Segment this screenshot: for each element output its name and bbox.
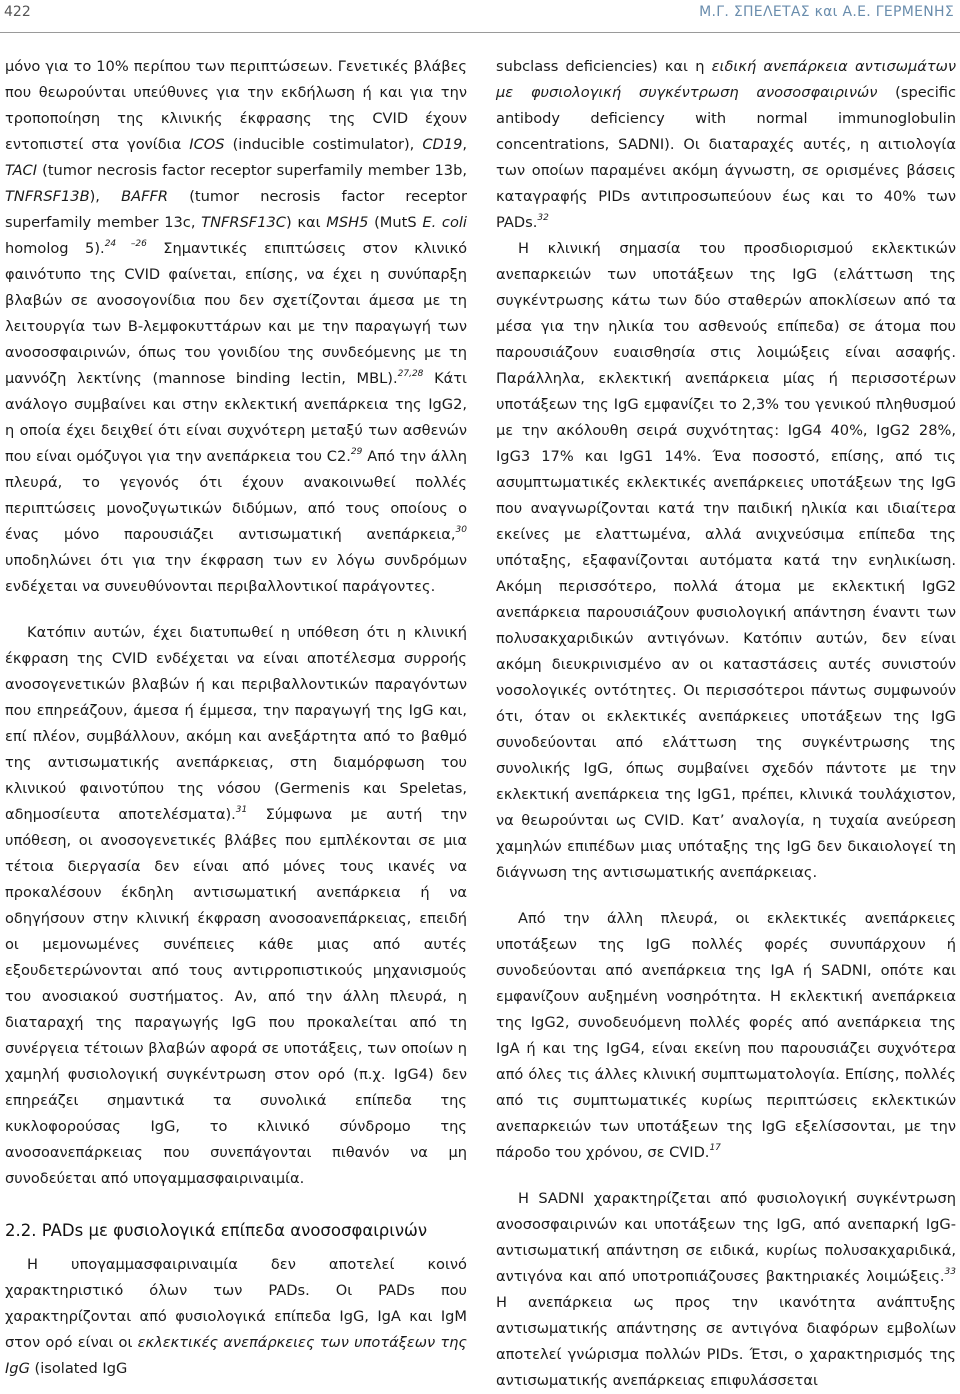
- left-paragraph-3: [5, 1252, 467, 1382]
- section-heading: 2.2. PADs με φυσιολογικά επίπεδα ανοσοσφαιρινών: [5, 1221, 428, 1240]
- page-header: [0, 0, 960, 33]
- text-run: υποδηλώνει ότι για την έκφραση των εν λόγω συνδρόμων ενδέχεται να συνευθύνονται περιβαλλοντικοί παράγοντες.: [5, 552, 467, 595]
- gene-name: TNFRSF13B: [5, 188, 90, 205]
- text-run: Από την άλλη πλευρά, το γεγονός ότι έχουν ανακοινωθεί πολλές περιπτώσεις μονοζυγωτικών διδύμων, από τους οποίους ο ένας μόνο παρουσιάζει αντισωματική ανεπάρκεια,: [5, 448, 467, 543]
- right-paragraph-3: [496, 906, 956, 1166]
- citation-ref: 27,28: [397, 369, 424, 379]
- right-paragraph-2: [496, 236, 956, 886]
- text-run: ) και: [285, 214, 327, 231]
- italic-term: εκλεκτικές ανεπάρκειες των υποτάξεων της IgG: [5, 1334, 467, 1377]
- text-run: homolog 5).: [5, 240, 105, 257]
- right-column: [496, 54, 956, 1394]
- right-paragraph-4: [496, 1186, 956, 1394]
- citation-ref: 31: [235, 805, 248, 815]
- citation-ref: 32: [537, 213, 549, 223]
- gene-name: MSH5: [326, 214, 369, 231]
- text-run: (tumor necrosis factor receptor superfamily member 13c,: [5, 188, 467, 231]
- text-run: Η κλινική σημασία του προσδιορισμού εκλεκτικών ανεπαρκειών των υποτάξεων της IgG (ελάττωση της συγκέντρωσης κάτω των δύο σταθερών αποκλίσεων από τα μέσα για την ηλικία του ασθενούς επίπεδα) σε άτομα που παρουσιάζουν ευαισθησία στις λοιμώξεις είναι ασαφής. Παράλληλα, εκλεκτική ανεπάρκεια μίας ή περισσοτέρων υποτάξεων της IgG εμφανίζει το 2,3% του γενικού πληθυσμού με την ακόλουθη σειρά συχνότητας: IgG4 40%, IgG2 28%, IgG3 17% και IgG1 14%. Ένα ποσοστό, επίσης, από τις ασυμπτωματικές εκλεκτικές ανεπάρκειες υποτάξεων της IgG που αναγνωρίζονται κατά την παιδική ηλικία και ιδιαίτερα εκείνες με ελαττωμένα, αλλά ανιχνεύσιμα επίπεδα της υπόταξης, εξαφανίζονται αυτόματα κατά την ενηλικίωση. Ακόμη περισσότερο, πολλά άτομα με εκλεκτική IgG2 ανεπάρκεια παρουσιάζουν φυσιολογική απάντηση έναντι των πολυσακχαριδικών αντιγόνων. Κατόπιν αυτών, δεν είναι ακόμη διευκρινισμένο αν οι καταστάσεις αυτές συνιστούν νοσολογικές οντότητες. Οι περισσότεροι πάντως συμφωνούν ότι, όταν οι εκλεκτικές ανεπάρκειες υποτάξεων της IgG συνοδεύονται από ελάττωση της συγκέντρωσης της συνολικής IgG, όπως συμβαίνει σχεδόν πάντοτε με την εκλεκτική ανεπάρκεια της IgG1, πρέπει, κλινικά τουλάχιστον, να θεωρούνται ως CVID. Κατ’ αναλογία, η τυχαία ανεύρεση χαμηλών επιπέδων μιας υπόταξης της IgG δεν δικαιολογεί τη διάγνωση της αντισωματικής ανεπάρκειας.: [496, 240, 956, 881]
- text-run: Σημαντικές επιπτώσεις στον κλινικό φαινότυπο της CVID φαίνεται, επίσης, να έχει η συνύπαρξη βλαβών σε ανοσογονίδια που δεν σχετίζονται άμεσα με τη λειτουργία των Β-λεμφοκυττάρων και με την παραγωγή των ανοσοσφαιρινών, όπως του γονιδίου της συνδεόμενης με τη μαννόζη λεκτίνης (mannose binding lectin, MBL).: [5, 240, 468, 387]
- italic-term: ειδική ανεπάρκεια αντισωμάτων με φυσιολογική συγκέντρωση ανοσοσφαιρινών: [496, 58, 957, 101]
- text-run: (MutS: [368, 214, 423, 231]
- text-run: (specific antibody deficiency with normal immunoglobulin concentrations, SADNI). Οι διαταραχές αυτές, η αιτιολογία των οποίων παραμένει ακόμη άγνωστη, σε ορισμένες βάσεις καταγραφής PIDs αντιπροσωπεύουν έως και το 40% των PADs.: [496, 84, 956, 231]
- text-run: μόνο για το 10% περίπου των περιπτώσεων. Γενετικές βλάβες που θεωρούνται υπεύθυνες για την εκδήλωση ή και για την τροποποίηση της κλινικής έκφρασης της CVID έχουν εντοπιστεί στα γονίδια: [5, 58, 467, 153]
- right-paragraph-1: [496, 54, 956, 236]
- text-run: (tumor necrosis factor receptor superfamily member 13b,: [37, 162, 467, 179]
- text-run: Η SADNI χαρακτηρίζεται από φυσιολογική συγκέντρωση ανοσοσφαιρινών και υποτάξεων της IgG, από ανεπαρκή IgG-αντισωματική απάντηση σε ειδικά, κυρίως πολυσακχαριδικά, αντιγόνα και από υποτροπιάζουσες βακτηριακές λοιμώξεις.: [496, 1190, 956, 1285]
- gene-name: TNFRSF13C: [201, 214, 286, 231]
- gene-name: CD19: [422, 136, 463, 153]
- species-name: E. coli: [422, 214, 467, 231]
- text-run: (inducible costimulator),: [224, 136, 423, 153]
- text-run: subclass deficiencies) και η: [496, 58, 712, 75]
- text-run: ,: [462, 136, 467, 153]
- gene-name: ICOS: [189, 136, 225, 153]
- text-run: (isolated IgG: [29, 1360, 128, 1377]
- citation-ref: 29: [350, 447, 363, 457]
- citation-ref: 24 –26: [104, 239, 147, 249]
- running-head: Μ.Γ. ΣΠΕΛΕΤΑΣ και Α.Ε. ΓΕΡΜΕΝΗΣ: [699, 4, 954, 20]
- text-run: Η ανεπάρκεια ως προς την ικανότητα ανάπτυξης αντισωματικής απάντησης σε αντιγόνα διαφόρων εμβολίων αποτελεί γνώρισμα πολλών PIDs. Έτσι, ο χαρακτηρισμός της αντισωματικής ανεπάρκειας επιφυλάσσεται: [496, 1294, 956, 1389]
- text-run: Κατόπιν αυτών, έχει διατυπωθεί η υπόθεση ότι η κλινική έκφραση της CVID ενδέχεται να είναι αποτέλεσμα συρροής ανοσογενετικών βλαβών ή και περιβαλλοντικών παραγόντων που επηρεάζουν, άμεσα ή έμμεσα, την παραγωγή της IgG και, επί πλέον, συμβάλλουν, ακόμη και ανεξάρτητα από το βαθμό της αντισωματικής ανεπάρκειας, στη διαμόρφωση του κλινικού φαινοτύπου της νόσου (Germenis και Speletas, αδημοσίευτα αποτελέσματα).: [5, 624, 467, 823]
- citation-ref: 33: [944, 1267, 956, 1277]
- text-run: Η υπογαμμασφαιριναιμία δεν αποτελεί κοινό χαρακτηριστικό όλων των PADs. Οι PADs που χαρακτηρίζονται από φυσιολογικά επίπεδα IgG, IgA και IgM στον ορό είναι οι: [5, 1256, 467, 1351]
- text-run: ),: [89, 188, 122, 205]
- gene-name: BAFFR: [121, 188, 169, 205]
- left-column: [5, 54, 467, 1382]
- citation-ref: 30: [455, 525, 467, 535]
- citation-ref: 17: [709, 1143, 721, 1153]
- text-run: Κάτι ανάλογο συμβαίνει και στην εκλεκτική ανεπάρκεια της IgG2, η οποία έχει δειχθεί ότι είναι συχνότερη μεταξύ των ασθενών που είναι ομόζυγοι για την ανεπάρκεια του C2.: [5, 370, 467, 465]
- text-run: Σύμφωνα με αυτή την υπόθεση, οι ανοσογενετικές βλάβες που εμπλέκονται σε μια τέτοια διεργασία δεν είναι από μόνες τους ικανές να προκαλέσουν έκδηλη αντισωματική ανεπάρκεια ή να οδηγήσουν στην κλινική έκφραση ανοσοανεπάρκειας, επειδή οι μεμονωμένες συνέπειες κάθε μιας από αυτές εξουδετερώνονται από τους αντιρροπιστικούς μηχανισμούς του ανοσιακού συστήματος. Αν, από την άλλη πλευρά, η διαταραχή της παραγωγής IgG που προκαλείται από τη συνέργεια τέτοιων βλαβών αφορά σε υποτάξεις, των οποίων η χαμηλή φυσιολογική συγκέντρωση στον ορό (π.χ. IgG4) δεν επηρεάζει σημαντικά τα συνολικά επίπεδα της κυκλοφορούσας IgG, το κλινικό σύνδρομο της ανοσοανεπάρκειας που συνεπάγονται πιθανόν να μη συνοδεύεται από υπογαμμασφαιριναιμία.: [5, 806, 467, 1187]
- left-paragraph-2: [5, 620, 467, 1192]
- gene-name: TACI: [5, 162, 38, 179]
- page-number: 422: [4, 4, 31, 20]
- text-run: Από την άλλη πλευρά, οι εκλεκτικές ανεπάρκειες υποτάξεων της IgG πολλές φορές συνυπάρχουν ή συνοδεύονται από ανεπάρκεια της IgA ή SADNI, οπότε και εμφανίζουν αυξημένη νοσηρότητα. Η εκλεκτική ανεπάρκεια της IgG2, συνοδευόμενη πολλές φορές από ανεπάρκεια της IgA ή και της IgG4, είναι εκείνη που παρουσιάζει συχνότερα από όλες τις άλλες κλινική συμπτωματολογία. Επίσης, πολλές από τις συμπτωματικές κυρίως περιπτώσεις εκλεκτικών ανεπαρκειών των υποτάξεων της IgG εξελίσσονται, με την πάροδο του χρόνου, σε CVID.: [496, 910, 956, 1161]
- left-paragraph-1: [5, 54, 467, 600]
